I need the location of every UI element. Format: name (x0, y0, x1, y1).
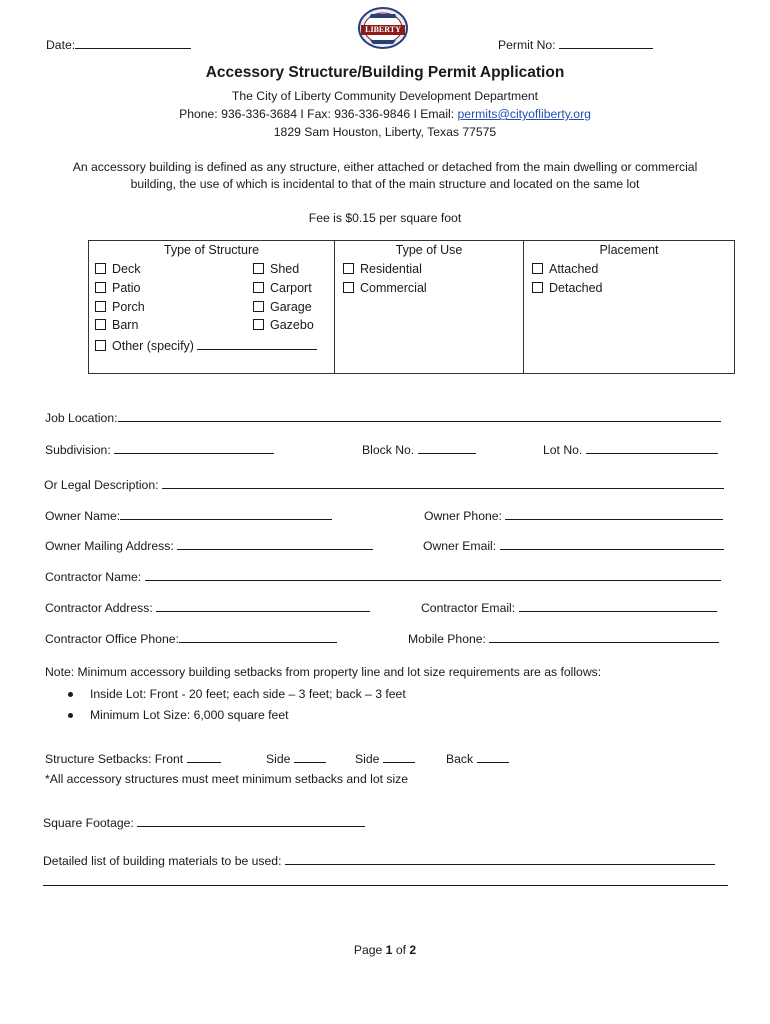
setback-side1-label: Side (266, 752, 291, 766)
contractor-address-blank[interactable] (156, 600, 370, 612)
contractor-email-blank[interactable] (519, 600, 717, 612)
checkbox-commercial[interactable]: Commercial (343, 281, 427, 295)
email-link[interactable]: permits@cityofliberty.org (457, 107, 591, 121)
owner-email-field (423, 538, 724, 553)
date-label: Date: (46, 38, 76, 52)
setback-note: Note: Minimum accessory building setbacks from property line and lot size requirements are as follows: (45, 665, 602, 679)
date-blank[interactable] (75, 37, 191, 49)
contractor-office-phone-label: Contractor Office Phone: (45, 632, 179, 646)
checkbox-detached[interactable]: Detached (532, 281, 603, 295)
other-specify-blank[interactable] (197, 338, 317, 350)
owner-name-field (45, 508, 332, 523)
setback-front-label: Structure Setbacks: Front (45, 752, 184, 766)
setback-back-field (446, 751, 509, 766)
materials-field (43, 853, 715, 868)
bullet-icon (68, 692, 73, 697)
contact-prefix: Phone: 936-336-3684 I Fax: 936-336-9846 I Email: (179, 107, 458, 121)
setback-side2-field (355, 751, 415, 766)
checkbox-icon (253, 301, 264, 312)
date-field (46, 37, 191, 52)
checkbox-icon (95, 282, 106, 293)
setback-front-blank[interactable] (187, 751, 221, 763)
owner-mailing-blank[interactable] (177, 538, 373, 550)
job-location-blank[interactable] (118, 410, 721, 422)
setback-side1-blank[interactable] (294, 751, 326, 763)
structure-type-header: Type of Structure (163, 243, 260, 257)
job-location-label: Job Location: (45, 411, 118, 425)
lot-no-label: Lot No. (543, 443, 583, 457)
checkbox-icon (95, 301, 106, 312)
note-bullet-2: Minimum Lot Size: 6,000 square feet (90, 708, 289, 722)
checkbox-icon (532, 263, 543, 274)
checkbox-icon (95, 319, 106, 330)
mobile-phone-field (408, 631, 719, 646)
square-footage-field (43, 815, 365, 830)
contractor-email-field (421, 600, 717, 615)
setback-side1-field (266, 751, 326, 766)
block-no-blank[interactable] (418, 442, 476, 454)
square-footage-blank[interactable] (137, 815, 365, 827)
owner-phone-blank[interactable] (505, 508, 723, 520)
definition-line-1: An accessory building is defined as any structure, either attached or detached from the main dwelling or commercial (72, 160, 698, 174)
block-no-field (362, 442, 476, 457)
owner-name-blank[interactable] (120, 508, 332, 520)
square-footage-label: Square Footage: (43, 816, 134, 830)
lot-no-blank[interactable] (586, 442, 718, 454)
mobile-phone-label: Mobile Phone: (408, 632, 486, 646)
definition-line-2: building, the use of which is incidental to that of the main structure and located on the same lot (130, 177, 640, 191)
legal-description-field (44, 477, 724, 492)
fee-statement: Fee is $0.15 per square foot (308, 211, 462, 225)
owner-email-label: Owner Email: (423, 539, 497, 553)
city-seal-logo (355, 6, 411, 52)
owner-name-label: Owner Name: (45, 509, 121, 523)
subdivision-label: Subdivision: (45, 443, 111, 457)
checkbox-icon (343, 263, 354, 274)
subdivision-field (45, 442, 274, 457)
owner-email-blank[interactable] (500, 538, 724, 550)
setback-side2-label: Side (355, 752, 380, 766)
placement-header: Placement (599, 243, 659, 257)
checkbox-icon (253, 319, 264, 330)
setback-back-label: Back (446, 752, 474, 766)
contractor-office-phone-blank[interactable] (179, 631, 337, 643)
contractor-address-label: Contractor Address: (45, 601, 153, 615)
owner-mailing-label: Owner Mailing Address: (45, 539, 174, 553)
mobile-phone-blank[interactable] (489, 631, 719, 643)
contractor-address-field (45, 600, 370, 615)
contractor-name-blank[interactable] (145, 569, 721, 581)
checkbox-patio[interactable]: Patio (95, 281, 141, 295)
materials-label: Detailed list of building materials to be used: (43, 854, 282, 868)
lot-no-field (543, 442, 718, 457)
structure-type-column (89, 241, 335, 374)
bullet-icon (68, 713, 73, 718)
setback-back-blank[interactable] (477, 751, 509, 763)
checkbox-carport[interactable]: Carport (253, 281, 312, 295)
owner-mailing-field (45, 538, 373, 553)
checkbox-shed[interactable]: Shed (253, 262, 299, 276)
contact-line (0, 107, 770, 121)
legal-description-label: Or Legal Description: (44, 478, 159, 492)
checkbox-porch[interactable]: Porch (95, 300, 145, 314)
owner-phone-label: Owner Phone: (424, 509, 502, 523)
note-bullet-1: Inside Lot: Front - 20 feet; each side – 3 feet; back – 3 feet (90, 687, 406, 701)
materials-blank-1[interactable] (285, 853, 715, 865)
checkbox-residential[interactable]: Residential (343, 262, 422, 276)
legal-description-blank[interactable] (162, 477, 724, 489)
permit-no-field (498, 37, 653, 52)
department-name: The City of Liberty Community Development Department (231, 89, 539, 103)
setback-footnote: *All accessory structures must meet minimum setbacks and lot size (45, 772, 409, 786)
checkbox-icon (95, 263, 106, 274)
use-type-column (335, 241, 524, 374)
job-location-field (45, 410, 721, 425)
checkbox-icon (532, 282, 543, 293)
checkbox-barn[interactable]: Barn (95, 318, 138, 332)
checkbox-garage[interactable]: Garage (253, 300, 312, 314)
contractor-name-label: Contractor Name: (45, 570, 142, 584)
contractor-name-field (45, 569, 721, 584)
checkbox-attached[interactable]: Attached (532, 262, 598, 276)
checkbox-icon (343, 282, 354, 293)
checkbox-deck[interactable]: Deck (95, 262, 140, 276)
permit-no-blank[interactable] (559, 37, 653, 49)
placement-column (524, 241, 735, 374)
setback-side2-blank[interactable] (383, 751, 415, 763)
use-type-header: Type of Use (395, 243, 463, 257)
permit-no-label: Permit No: (498, 38, 556, 52)
page-title: Accessory Structure/Building Permit Application (205, 64, 565, 81)
address: 1829 Sam Houston, Liberty, Texas 77575 (273, 125, 497, 139)
checkbox-icon (95, 340, 106, 351)
contractor-email-label: Contractor Email: (421, 601, 516, 615)
checkbox-icon (253, 263, 264, 274)
checkbox-icon (253, 282, 264, 293)
page-number: Page 1 of 2 (353, 943, 417, 957)
materials-blank-2[interactable] (43, 874, 728, 886)
contractor-office-phone-field (45, 631, 337, 646)
checkbox-gazebo[interactable]: Gazebo (253, 318, 314, 332)
logo-wordmark: LIBERTY (365, 25, 401, 34)
setback-front-field (45, 751, 221, 766)
subdivision-blank[interactable] (114, 442, 274, 454)
block-no-label: Block No. (362, 443, 415, 457)
owner-phone-field (424, 508, 723, 523)
structure-table (88, 240, 735, 374)
checkbox-other[interactable]: Other (specify) (95, 338, 317, 353)
